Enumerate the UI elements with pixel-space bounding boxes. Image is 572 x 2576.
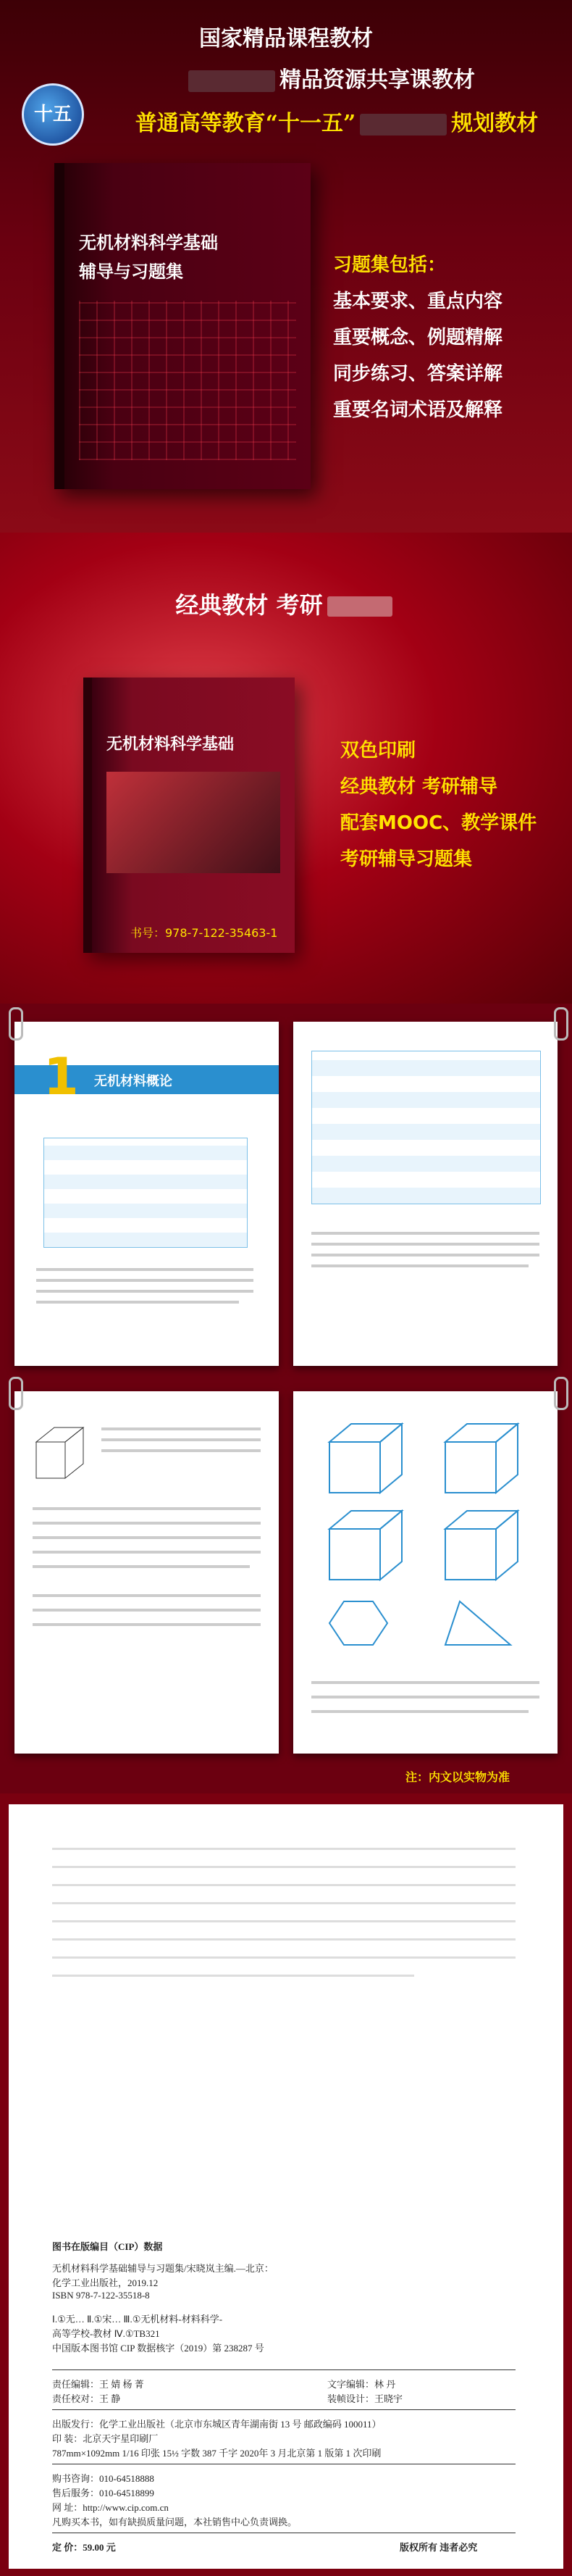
design-label: 装帧设计：王晓宇 [327,2393,403,2404]
feature-item: 重要概念、例题精解 [333,327,503,349]
chapter-number: 1 [43,1047,79,1106]
paper-clip-icon [554,1007,568,1041]
text-line [52,1975,414,1977]
text-line [311,1696,539,1698]
format-label: 787mm×1092mm 1/16 印张 15½ 字数 387 千字 2020年 3 月北京第 1 版第 1 次印刷 [52,2448,382,2459]
website-label: 网 址：http://www.cip.com.cn [52,2502,169,2513]
text-line [33,1536,261,1539]
paper-clip-icon [9,1007,23,1041]
book-cover-image [54,163,311,489]
editor-label: 责任编辑：王 婧 杨 菁 [52,2379,144,2390]
text-line [33,1609,261,1612]
summary-table [311,1051,541,1204]
feature2-item: 双色印刷 [340,740,416,762]
text-line [33,1623,261,1626]
cip-line: 高等学校-教材 Ⅳ.①TB321 [52,2328,160,2339]
feature-item: 基本要求、重点内容 [333,291,503,312]
book-title: 无机材料科学基础 辅导与习题集 [79,233,218,282]
text-line [311,1232,539,1235]
text-line [101,1449,261,1452]
cip-line: ISBN 978-7-122-35518-8 [52,2290,150,2301]
redacted-block [327,596,392,617]
chapter-title: 无机材料概论 [94,1074,172,1089]
features-heading: 习题集包括： [333,254,447,276]
feature-item: 同步练习、答案详解 [333,363,503,385]
sample-pages-section [0,1004,572,1793]
section-title: 经典教材 考研 [0,587,572,620]
disclaimer-note: 注：内文以实物为准 [405,1770,510,1784]
text-line [36,1301,239,1304]
text-line [36,1268,253,1271]
header-line1: 国家精品课程教材 [199,26,373,51]
redacted-block [360,114,447,136]
text-line [311,1710,529,1713]
header-line2: 精品资源共享课教材 [43,62,572,93]
text-line [101,1427,261,1430]
aftersale-label: 售后服务：010-64518899 [52,2488,154,2498]
text-line [52,1956,516,1959]
printer-label: 印 装：北京天宇星印刷厂 [52,2433,159,2444]
text-line [52,1902,516,1904]
classic-textbook-section [0,533,572,1004]
publisher-label: 出版发行：化学工业出版社（北京市东城区青年湖南街 13 号 邮政编码 100011） [52,2419,382,2430]
sample-page-diagrams [293,1391,558,1754]
text-line [311,1681,539,1684]
text-line [36,1279,253,1282]
text-line [52,1884,516,1886]
hero-banner [0,0,572,533]
cip-line: 化学工业出版社，2019.12 [52,2277,159,2288]
copyright-page [9,1804,563,2569]
text-line [33,1551,261,1554]
feature2-item: 考研辅导习题集 [340,849,473,870]
paper-clip-icon [554,1377,568,1410]
text-line [52,1920,516,1922]
circuit-pattern [79,301,296,460]
text-line [311,1254,539,1256]
text-line [33,1594,261,1597]
text-line [101,1438,261,1441]
sample-page-table [293,1022,558,1366]
text-line [36,1290,253,1293]
paper-clip-icon [9,1377,23,1410]
text-line [52,1848,516,1850]
proof-label: 责任校对：王 静 [52,2393,121,2404]
text-line [52,1938,516,1941]
text-line [33,1565,250,1568]
sample-page-chapter [14,1022,279,1366]
cube-diagram-icon [29,1420,94,1485]
text-line [33,1507,261,1510]
feature2-item: 经典教材 考研辅导 [340,776,498,798]
text-line [311,1243,539,1246]
service-label: 购书咨询：010-64518888 [52,2473,154,2484]
redacted-block [188,70,275,92]
text-line [52,1866,516,1868]
textbook-cover-image [83,678,295,953]
text-line [33,1522,261,1525]
header-line3: 普通高等教育“十一五” 规划教材 [135,111,539,136]
cover-artwork [106,772,280,873]
sample-page-exercises [14,1391,279,1754]
notice-label: 凡购买本书，如有缺损质量问题，本社销售中心负责调换。 [52,2517,298,2527]
cip-line: 无机材料科学基础辅导与习题集/宋晓岚主编.—北京： [52,2263,274,2274]
requirements-table [43,1138,248,1248]
copyright-section [0,1793,572,2576]
divider [52,2369,516,2370]
text-line [311,1264,529,1267]
feature-item: 重要名词术语及解释 [333,399,503,421]
isbn-label: 书号：978-7-122-35463-1 [130,926,278,940]
cip-line: Ⅰ.①无… Ⅱ.①宋… Ⅲ.①无机材料-材料科学- [52,2314,223,2325]
rights-label: 版权所有 违者必究 [400,2542,478,2553]
price-label: 定 价：59.00 元 [52,2542,116,2553]
divider [52,2409,516,2410]
crystal-structure-diagram [315,1413,539,1652]
textbook-title: 无机材料科学基础 [106,735,235,754]
cip-line: 中国版本图书馆 CIP 数据核字（2019）第 238287 号 [52,2343,264,2354]
eleventh-five-year-logo: 十五 [22,83,84,146]
text-editor-label: 文字编辑：林 丹 [327,2379,396,2390]
feature2-item: 配套MOOC、教学课件 [340,812,537,834]
cip-heading: 图书在版编目（CIP）数据 [52,2241,163,2252]
